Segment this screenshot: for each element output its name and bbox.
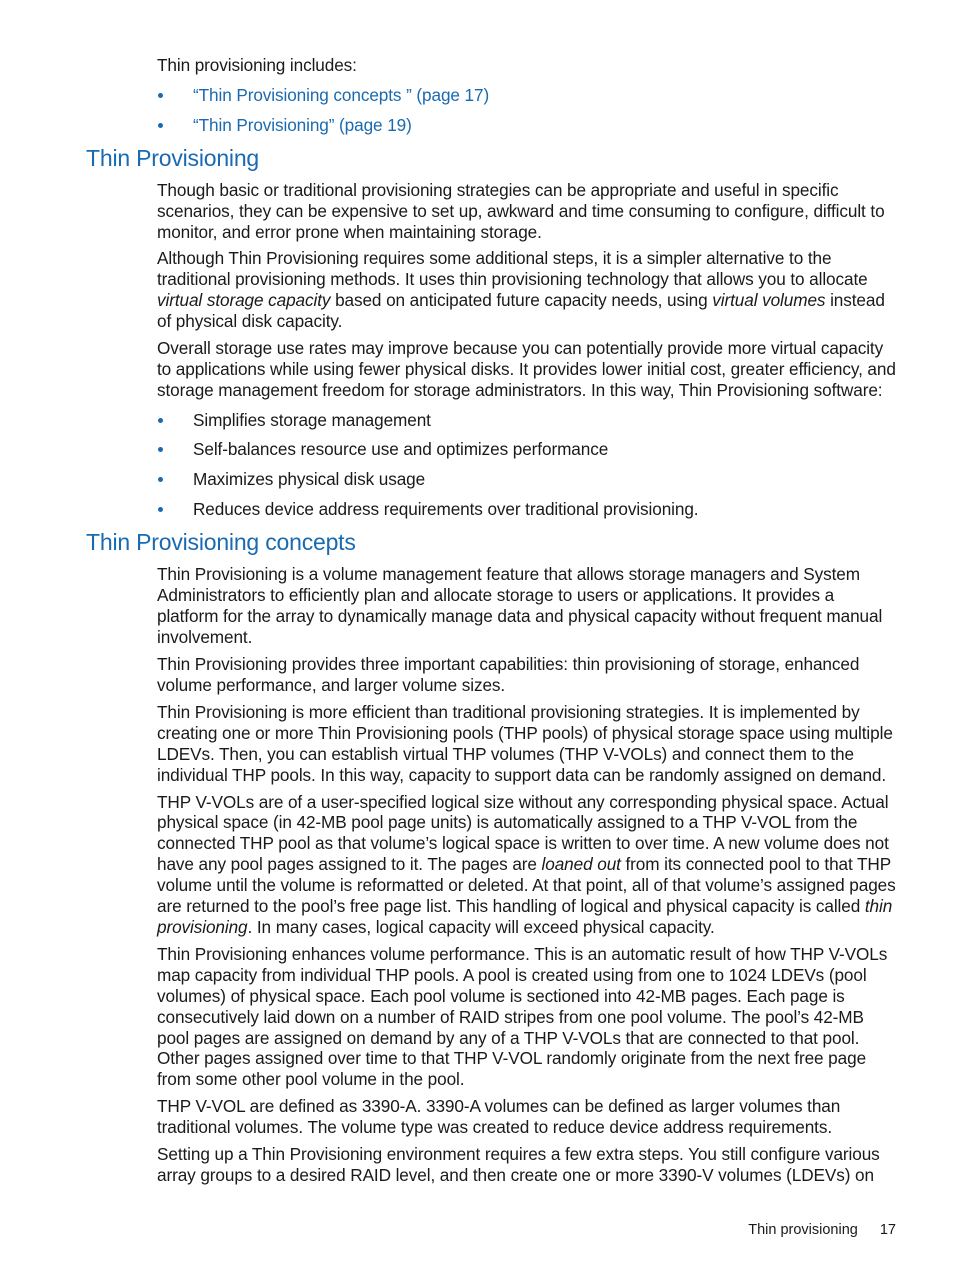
paragraph: THP V-VOL are defined as 3390-A. 3390-A volumes can be defined as larger volumes than traditional volumes. The volume type was created to reduce device address requirements.: [157, 1096, 841, 1138]
text-run: Although Thin Provisioning requires some additional steps, it is a simpler alternative to the traditional provisioning methods. It uses thin provisioning technology that allows you to allocate: [157, 248, 868, 290]
xref-link-thin-provisioning[interactable]: “Thin Provisioning” (page 19): [193, 114, 412, 135]
list-item-text: Simplifies storage management: [193, 409, 431, 430]
feature-list: [157, 410, 899, 520]
list-item-text: Reduces device address requirements over traditional provisioning.: [193, 498, 699, 519]
bullet-icon: [158, 507, 163, 512]
intro-text: Thin provisioning includes:: [157, 55, 357, 75]
bullet-icon: [158, 418, 163, 423]
emphasis-text: virtual storage capacity: [157, 290, 331, 311]
text-run: from its connected pool to that THP volume until the volume is reformatted or deleted. At that point, all of that volume’s assigned pages are returned to the pool’s free page list. This handling of logical and physical capacity is called: [157, 854, 896, 917]
footer-section-name: Thin provisioning: [748, 1222, 858, 1238]
list-item: [157, 499, 899, 520]
paragraph: [157, 792, 899, 938]
list-item-text: Self-balances resource use and optimizes performance: [193, 439, 609, 460]
paragraph: [157, 248, 899, 332]
text-run: . In many cases, logical capacity will exceed physical capacity.: [247, 916, 715, 937]
paragraph: Thin Provisioning provides three important capabilities: thin provisioning of storage, enhanced volume performance, and larger volume sizes.: [157, 654, 860, 695]
list-item: [157, 85, 899, 106]
paragraph: Thin Provisioning enhances volume performance. This is an automatic result of how THP V-VOLs map capacity from individual THP pools. A pool is created using from one to 1024 LDEVs (pool volumes) of physical space. Each pool volume is sectioned into 42-MB pages. Each page is consecutively laid down on a number of RAID stripes from one pool volume. The pool’s 42-MB pool pages are assigned on demand by any of a THP V-VOLs that are connected to that pool. Other pages assigned over time to that THP V-VOL randomly originate from the next free page from some other pool volume in the pool.: [157, 943, 888, 1090]
bullet-icon: [158, 477, 163, 482]
emphasis-text: virtual volumes: [712, 290, 826, 311]
list-item-text: Maximizes physical disk usage: [193, 468, 426, 489]
bullet-icon: [158, 123, 163, 128]
text-run: THP V-VOLs are of a user-specified logical size without any corresponding physical space. Actual physical space (in 42-MB pool page units) is automatically assigned to a THP V-VOL from the connected THP pool as that volume’s logical space is written to over time. A new volume does not have any pool pages assigned to it. The pages are: [157, 791, 889, 875]
paragraph: Though basic or traditional provisioning strategies can be appropriate and useful in specific scenarios, they can be expensive to set up, awkward and time consuming to configure, difficult to monitor, and error prone when maintaining storage.: [157, 179, 885, 242]
bullet-icon: [158, 93, 163, 98]
list-item: [157, 410, 899, 431]
xref-link-concepts[interactable]: “Thin Provisioning concepts ” (page 17): [193, 84, 490, 105]
list-item: [157, 469, 899, 490]
page-footer: [748, 1222, 896, 1238]
intro-link-list: [157, 85, 899, 136]
section-heading-thin-provisioning-concepts: Thin Provisioning concepts: [86, 529, 356, 556]
page-number: 17: [879, 1222, 896, 1238]
list-item: [157, 439, 899, 460]
page-content: [86, 55, 899, 1192]
paragraph: Thin Provisioning is more efficient than traditional provisioning strategies. It is implemented by creating one or more Thin Provisioning pools (THP pools) of physical storage space using multiple LDEVs. Then, you can establish virtual THP volumes (THP V-VOLs) and connect them to the individual THP pools. In this way, capacity to support data can be randomly assigned on demand.: [157, 701, 893, 785]
list-item: [157, 115, 899, 136]
emphasis-text: loaned out: [541, 854, 621, 875]
paragraph: Setting up a Thin Provisioning environment requires a few extra steps. You still configure various array groups to a desired RAID level, and then create one or more 3390-V volumes (LDEVs) on: [157, 1144, 880, 1185]
emphasis-text: thin provisioning: [157, 896, 893, 937]
paragraph: Thin Provisioning is a volume management feature that allows storage managers and System Administrators to efficiently plan and allocate storage to users or applications. It provides a platform for the array to dynamically manage data and physical capacity without frequent manual involvement.: [157, 564, 883, 648]
section-heading-thin-provisioning: Thin Provisioning: [86, 144, 260, 171]
text-run: instead of physical disk capacity.: [157, 290, 885, 332]
paragraph: Overall storage use rates may improve because you can potentially provide more virtual capacity to applications while using fewer physical disks. It provides lower initial cost, greater efficiency, and storage management freedom for storage administrators. In this way, Thin Provisioning software:: [157, 338, 896, 400]
bullet-icon: [158, 447, 163, 452]
text-run: based on anticipated future capacity needs, using: [330, 290, 713, 311]
